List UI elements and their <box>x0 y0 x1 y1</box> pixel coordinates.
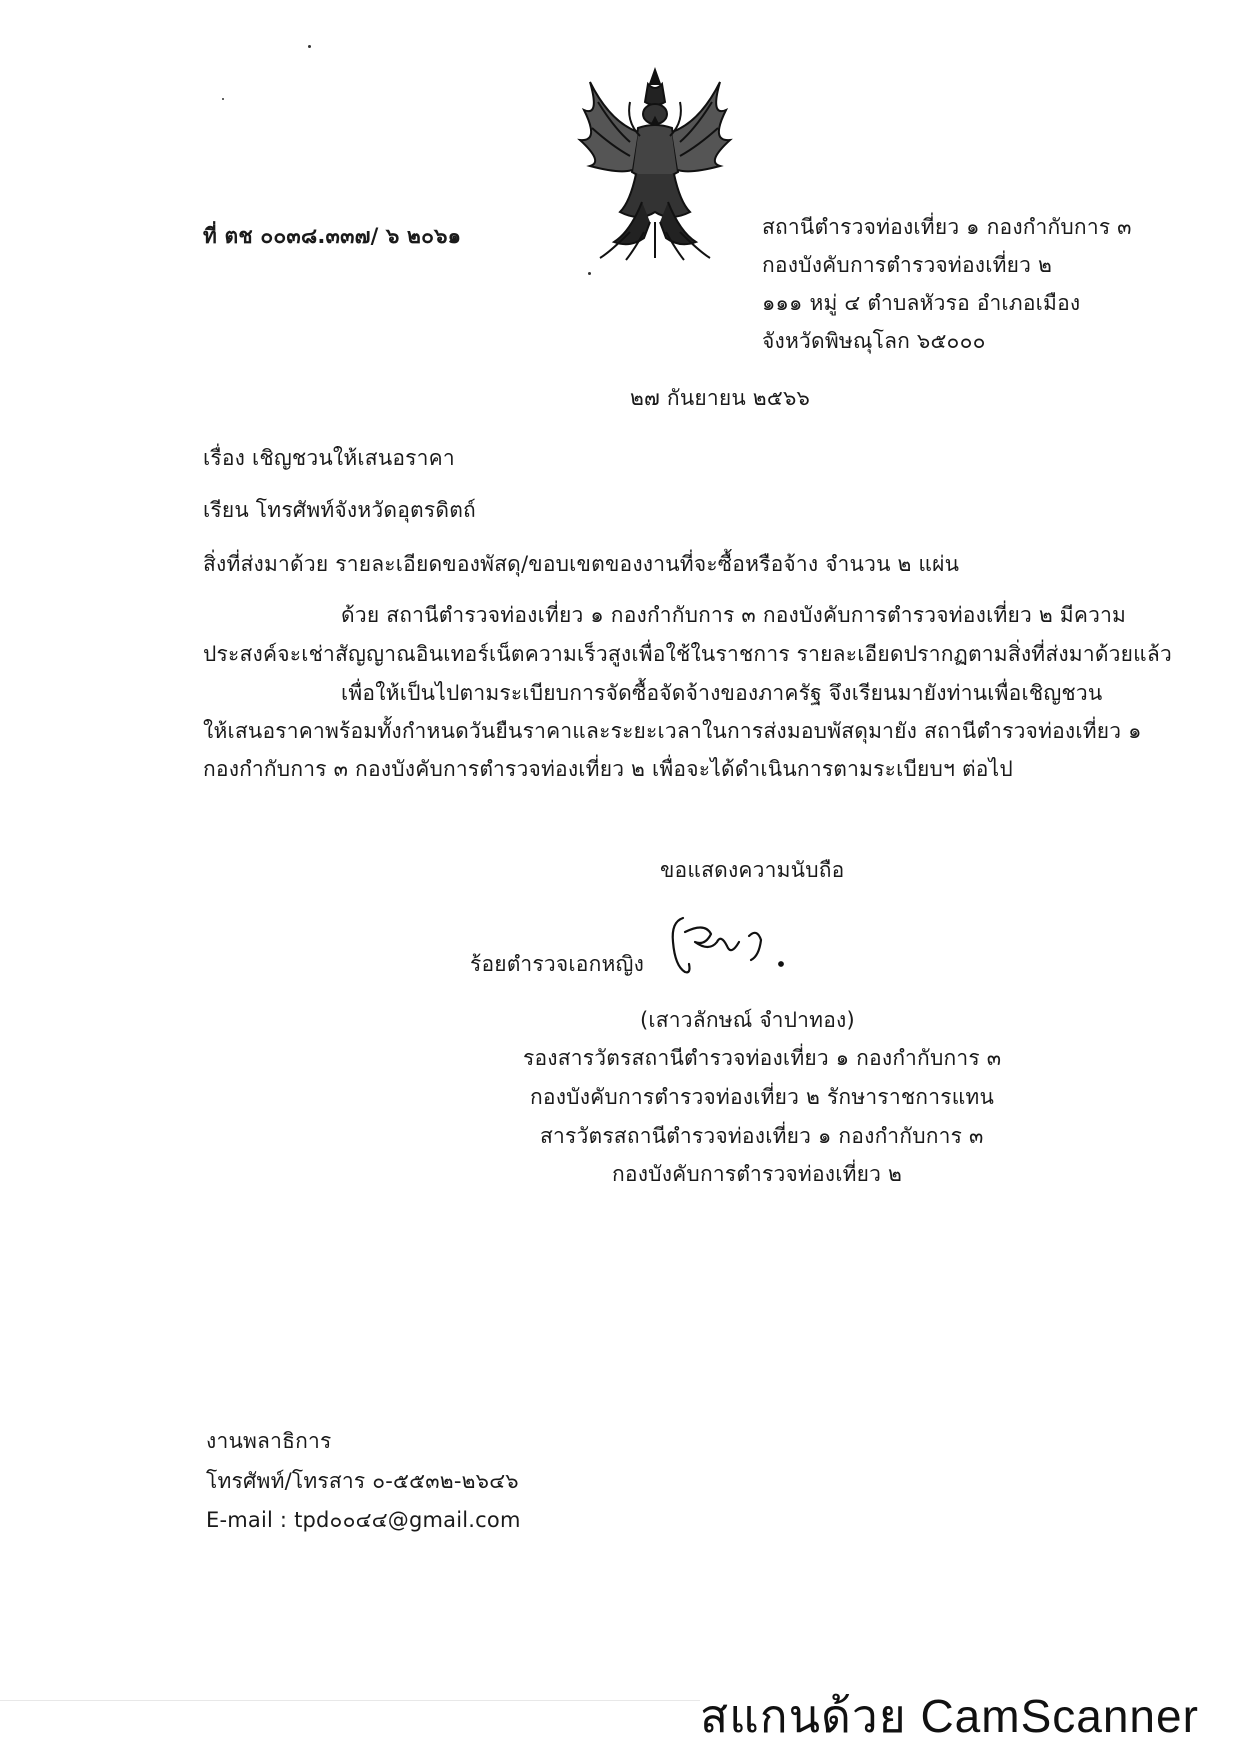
body-line: ให้เสนอราคาพร้อมทั้งกำหนดวันยืนราคาและระยะเวลาในการส่งมอบพัสดุมายัง สถานีตำรวจท่องเที่ยว ๑ <box>203 719 1142 743</box>
garuda-emblem-icon <box>570 62 740 262</box>
recipient-line: เรียน โทรศัพท์จังหวัดอุตรดิตถ์ <box>203 498 476 522</box>
signature-icon <box>665 912 805 980</box>
signer-name: (เสาวลักษณ์ จำปาทอง) <box>640 1008 855 1032</box>
signer-title-line: กองบังคับการตำรวจท่องเที่ยว ๒ <box>612 1162 903 1186</box>
body-line: เพื่อให้เป็นไปตามระเบียบการจัดซื้อจัดจ้างของภาครัฐ จึงเรียนมายังท่านเพื่อเชิญชวน <box>341 681 1103 705</box>
sender-address-line: ๑๑๑ หมู่ ๔ ตำบลหัวรอ อำเภอเมือง <box>762 291 1081 315</box>
signer-title-line: กองบังคับการตำรวจท่องเที่ยว ๒ รักษาราชการแทน <box>530 1085 995 1109</box>
contact-phone: โทรศัพท์/โทรสาร ๐-๕๕๓๒-๒๖๔๖ <box>206 1469 519 1493</box>
scan-edge <box>0 1700 700 1701</box>
sender-address-line: กองบังคับการตำรวจท่องเที่ยว ๒ <box>762 253 1053 277</box>
contact-department: งานพลาธิการ <box>206 1429 332 1453</box>
body-line: ประสงค์จะเช่าสัญญาณอินเทอร์เน็ตความเร็วสูงเพื่อใช้ในราชการ รายละเอียดปรากฏตามสิ่งที่ส่งมาด้วยแล้ว <box>203 642 1172 666</box>
scan-speck <box>588 272 591 275</box>
scan-speck <box>222 98 224 100</box>
signer-rank: ร้อยตำรวจเอกหญิง <box>470 952 645 976</box>
signer-title-line: สารวัตรสถานีตำรวจท่องเที่ยว ๑ กองกำกับการ ๓ <box>540 1124 984 1148</box>
scan-speck <box>308 45 311 48</box>
reference-number: ที่ ตช ๐๐๓๘.๓๓๗/ ๖ ๒๐๖๑ <box>203 224 462 248</box>
signer-title-line: รองสารวัตรสถานีตำรวจท่องเที่ยว ๑ กองกำกับการ ๓ <box>523 1046 1002 1070</box>
body-line: กองกำกับการ ๓ กองบังคับการตำรวจท่องเที่ยว ๒ เพื่อจะได้ดำเนินการตามระเบียบฯ ต่อไป <box>203 757 1013 781</box>
closing-phrase: ขอแสดงความนับถือ <box>660 858 845 882</box>
scanner-watermark: สแกนด้วย CamScanner <box>700 1690 1199 1742</box>
enclosure-line: สิ่งที่ส่งมาด้วย รายละเอียดของพัสดุ/ขอบเขตของงานที่จะซื้อหรือจ้าง จำนวน ๒ แผ่น <box>203 552 960 576</box>
body-line: ด้วย สถานีตำรวจท่องเที่ยว ๑ กองกำกับการ ๓ กองบังคับการตำรวจท่องเที่ยว ๒ มีความ <box>341 603 1127 627</box>
letter-date: ๒๗ กันยายน ๒๕๖๖ <box>630 386 811 410</box>
subject-line: เรื่อง เชิญชวนให้เสนอราคา <box>203 446 455 470</box>
sender-address-line: สถานีตำรวจท่องเที่ยว ๑ กองกำกับการ ๓ <box>762 215 1132 239</box>
sender-address-line: จังหวัดพิษณุโลก ๖๕๐๐๐ <box>762 329 986 353</box>
contact-email: E-mail : tpd๐๐๔๔@gmail.com <box>206 1508 521 1532</box>
